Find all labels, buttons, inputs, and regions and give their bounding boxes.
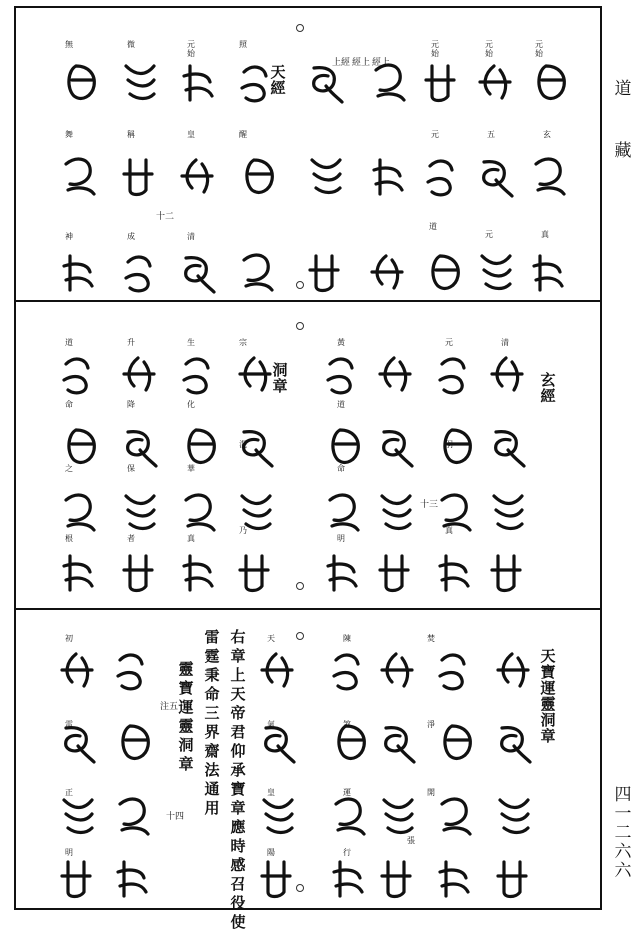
seal-glyph xyxy=(534,256,562,290)
section-heading-dong-zhang: 洞章 xyxy=(272,361,288,395)
seal-glyph xyxy=(242,496,270,529)
glyph-label: 舞 xyxy=(65,130,73,139)
seal-glyph xyxy=(66,728,94,762)
section-heading-xuan-jing: 玄經 xyxy=(540,371,556,405)
seal-glyph xyxy=(334,862,362,896)
glyph-label: 天 xyxy=(267,634,275,643)
glyph-label: 道 xyxy=(65,338,73,347)
seal-glyph xyxy=(498,862,526,897)
seal-glyph xyxy=(64,256,92,290)
glyph-label: 皇 xyxy=(267,788,275,797)
seal-glyph xyxy=(186,258,214,292)
seal-glyph xyxy=(66,159,94,194)
seal-glyph xyxy=(124,160,152,195)
seal-glyph xyxy=(118,862,146,896)
glyph-label: 運 xyxy=(343,788,351,797)
glyph-label: 稱 xyxy=(127,130,135,139)
seal-glyph xyxy=(492,358,522,390)
glyph-label: 陽 xyxy=(267,848,275,857)
seal-glyph xyxy=(66,495,94,530)
seal-glyph xyxy=(480,66,510,98)
glyph-label: 醒 xyxy=(239,130,247,139)
seal-glyph xyxy=(374,160,402,194)
glyph-label: 乃 xyxy=(239,526,247,535)
glyph-label: 無 xyxy=(65,40,73,49)
seal-glyph xyxy=(536,159,564,194)
seal-glyph xyxy=(124,358,154,390)
seal-glyph xyxy=(262,654,292,686)
seal-glyph xyxy=(128,432,156,466)
glyph-label: 元 xyxy=(431,130,439,139)
main-title: 天寶運靈洞章 xyxy=(540,647,556,745)
seal-glyph xyxy=(445,726,470,758)
seal-glyph xyxy=(384,800,412,833)
seal-glyph xyxy=(433,256,458,288)
glyph-label: 保 xyxy=(127,464,135,473)
seal-glyph xyxy=(500,800,528,833)
seal-glyph xyxy=(247,160,272,192)
glyph-label: 降 xyxy=(127,400,135,409)
glyph-label: 混 xyxy=(239,440,247,449)
glyph-label: 黃 xyxy=(337,338,345,347)
small-note: 經上 xyxy=(372,58,391,68)
seal-glyph xyxy=(484,162,512,196)
note-line-1: 右章上天帝君仰承寶章應時感召役使 xyxy=(230,628,246,931)
glyph-label: 元始 xyxy=(485,40,493,58)
margin-title-upper: 藏 xyxy=(614,141,632,161)
seal-glyph xyxy=(124,556,152,591)
seal-glyph xyxy=(123,726,148,758)
seal-glyph xyxy=(310,256,338,291)
glyph-label: 生 xyxy=(187,338,195,347)
glyph-label: 根 xyxy=(65,534,73,543)
glyph-label: 開 xyxy=(427,788,435,797)
seal-glyph xyxy=(186,495,214,530)
glyph-label: 化 xyxy=(187,400,195,409)
margin-title-top: 道 xyxy=(614,79,632,99)
seal-glyph xyxy=(264,800,292,833)
glyph-label: 命 xyxy=(65,400,73,409)
seal-glyph xyxy=(328,359,352,393)
glyph-label: 玄 xyxy=(543,130,551,139)
seal-glyph xyxy=(334,655,358,689)
glyph-label: 初 xyxy=(65,634,73,643)
seal-glyph xyxy=(314,68,342,102)
glyph-label: 陳 xyxy=(343,634,351,643)
seal-glyph xyxy=(498,654,528,686)
seal-glyph xyxy=(339,726,364,758)
glyph-label: 清 xyxy=(187,232,195,241)
seal-glyph xyxy=(118,655,142,689)
seal-glyph xyxy=(69,430,94,462)
seal-glyph xyxy=(440,359,464,393)
small-note: 十二 xyxy=(156,212,175,222)
glyph-label: 行 xyxy=(343,848,351,857)
glyph-label: 正 xyxy=(65,788,73,797)
glyph-label: 華 xyxy=(187,464,195,473)
glyph-label: 神 xyxy=(65,232,73,241)
glyph-label: 真 xyxy=(187,534,195,543)
small-note: 經上 xyxy=(352,58,371,68)
seal-glyph xyxy=(333,430,358,462)
seal-glyph xyxy=(242,67,266,101)
seal-glyph xyxy=(62,654,92,686)
seal-glyph xyxy=(494,496,522,529)
glyph-label: 明 xyxy=(65,848,73,857)
seal-glyph xyxy=(240,556,268,591)
glyph-label: 皇 xyxy=(187,130,195,139)
seal-glyph xyxy=(539,66,564,98)
seal-glyph xyxy=(64,359,88,393)
glyph-label: 元 xyxy=(485,230,493,239)
glyph-label: 淨 xyxy=(427,720,435,729)
note-line-2: 雷霆秉命三界齋法通用 xyxy=(204,628,220,817)
seal-glyph xyxy=(64,556,92,590)
seal-glyph xyxy=(262,862,290,897)
seal-glyph xyxy=(182,160,212,192)
seal-glyph xyxy=(382,654,412,686)
small-note: 上經 xyxy=(332,58,351,68)
glyph-label: 真 xyxy=(541,230,549,239)
glyph-label: 元始 xyxy=(187,40,195,58)
small-note: 十三 xyxy=(420,500,439,510)
section-heading-tian-jing: 天經 xyxy=(270,63,286,97)
seal-glyph xyxy=(372,256,402,288)
seal-glyph xyxy=(126,257,150,291)
seal-glyph xyxy=(244,432,272,466)
glyph-label: 道 xyxy=(337,400,345,409)
glyph-label: 張 xyxy=(407,836,415,845)
seal-glyph xyxy=(330,495,358,530)
seal-glyph xyxy=(382,496,410,529)
margin-page-number: 四一二六六 xyxy=(614,785,632,881)
glyph-label: 之 xyxy=(65,464,73,473)
small-note: 十四 xyxy=(166,812,185,822)
glyph-label: 元始 xyxy=(535,40,543,58)
glyph-label: 成 xyxy=(127,232,135,241)
seal-glyph xyxy=(244,255,272,290)
glyph-label: 真 xyxy=(445,526,453,535)
glyph-label: 氣 xyxy=(267,720,275,729)
seal-glyph xyxy=(184,359,208,393)
seal-glyph xyxy=(126,496,154,529)
seal-glyph xyxy=(126,66,154,99)
seal-glyph xyxy=(445,430,470,462)
glyph-label: 道 xyxy=(429,222,437,231)
seal-glyph xyxy=(502,728,530,762)
glyph-label: 羽 xyxy=(445,440,453,449)
seal-glyph xyxy=(266,728,294,762)
glyph-label: 元始 xyxy=(431,40,439,58)
seal-glyph xyxy=(184,66,212,100)
seal-glyph xyxy=(120,799,148,834)
seal-glyph xyxy=(62,862,90,897)
seal-glyph xyxy=(240,358,270,390)
seal-glyph xyxy=(426,66,454,101)
glyph-label: 宗 xyxy=(239,338,247,347)
seal-glyph xyxy=(69,66,94,98)
seal-glyph xyxy=(440,655,464,689)
seal-glyph xyxy=(328,556,356,590)
note-line-3: 靈寶運靈洞章 xyxy=(178,660,194,773)
seal-glyph xyxy=(382,862,410,897)
glyph-label: 雷 xyxy=(65,720,73,729)
seal-glyph xyxy=(492,556,520,591)
seal-glyph xyxy=(384,432,412,466)
seal-glyph xyxy=(380,358,410,390)
seal-glyph xyxy=(386,728,414,762)
glyph-label: 五 xyxy=(487,130,495,139)
glyph-label: 焚 xyxy=(427,634,435,643)
seal-glyph xyxy=(312,160,340,193)
seal-glyph xyxy=(440,556,468,590)
glyph-label: 煞 xyxy=(343,720,351,729)
glyph-label: 明 xyxy=(337,534,345,543)
seal-glyph xyxy=(184,556,212,590)
seal-glyph xyxy=(442,799,470,834)
glyph-label: 微 xyxy=(127,40,135,49)
seal-glyph xyxy=(442,495,470,530)
seal-glyph xyxy=(64,800,92,833)
seal-glyph xyxy=(440,862,468,896)
small-note: 注五 xyxy=(160,702,179,712)
seal-glyph xyxy=(189,430,214,462)
glyph-label: 照 xyxy=(239,40,247,49)
seal-glyph xyxy=(428,161,452,195)
glyph-label: 者 xyxy=(127,534,135,543)
glyph-label: 命 xyxy=(337,464,345,473)
seal-glyph xyxy=(336,799,364,834)
glyph-label: 清 xyxy=(501,338,509,347)
seal-glyph xyxy=(380,556,408,591)
seal-glyph xyxy=(376,65,404,100)
seal-glyph xyxy=(496,432,524,466)
glyph-label: 元 xyxy=(445,338,453,347)
seal-glyph xyxy=(482,256,510,289)
glyph-label: 升 xyxy=(127,338,135,347)
